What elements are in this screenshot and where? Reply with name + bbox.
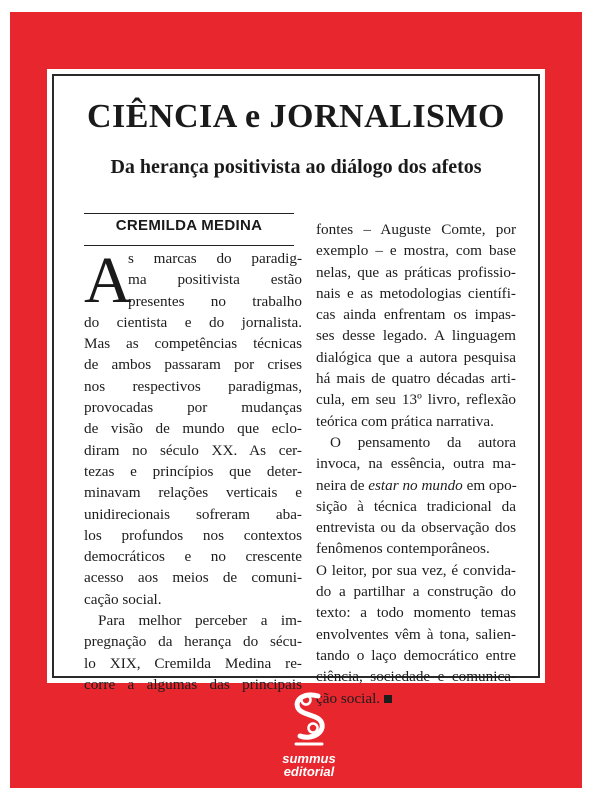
text-line: pregnação da herança do sécu-: [84, 633, 302, 651]
end-square-icon: [384, 695, 392, 703]
text-line: diram no século XX. As cer-: [84, 441, 302, 459]
left-column: [84, 244, 302, 695]
text-line: corre a algumas das principais: [84, 675, 302, 693]
text-line: acesso aos meios de comuni-: [84, 569, 302, 587]
logo-line-1: summus: [282, 751, 336, 766]
text-line: dialógica que a autora pesquisa: [316, 348, 516, 366]
text-line: s marcas do paradig-: [128, 250, 302, 267]
text-line: do cientista e do jornalista.: [84, 313, 302, 331]
text-line: invoca, na essência, outra ma-: [316, 455, 516, 473]
text-line: de ambos passaram por crises: [84, 356, 302, 374]
text-panel: [52, 74, 540, 707]
text-line: minavam relações verticais e: [84, 484, 302, 502]
text-line: lo XIX, Cremilda Medina re-: [84, 654, 302, 672]
text-line: los profundos nos contextos: [84, 526, 302, 544]
text-line: [316, 475, 516, 496]
logo-line-2: editorial: [283, 764, 335, 779]
text-line: nais e as metodologias científi-: [316, 284, 516, 302]
text-line: democráticos e no crescente: [84, 548, 302, 566]
text-line: nos respectivos paradigmas,: [84, 377, 302, 395]
text-fragment: neira de: [316, 476, 369, 494]
text-line: teórica com prática narrativa.: [316, 412, 494, 430]
author-name: CREMILDA MEDINA: [115, 217, 263, 234]
drop-cap: A: [84, 244, 132, 317]
book-cover: [10, 12, 582, 788]
text-fragment: em opo-: [462, 476, 517, 494]
book-title: CIÊNCIA e JORNALISMO: [86, 98, 506, 135]
text-line: nelas, que as práticas profissio-: [316, 263, 516, 281]
right-column: [316, 219, 516, 709]
publisher-logo: [266, 690, 352, 780]
italic-phrase: estar no mundo: [368, 476, 463, 494]
text-line: Para melhor perceber a im-: [98, 612, 302, 630]
text-line: exemplo – e mostra, com base: [316, 242, 516, 260]
text-line: presentes no trabalho: [128, 292, 302, 310]
author-rule-top: [84, 213, 294, 214]
text-line: tezas e princípios que deter-: [84, 462, 302, 480]
text-line: tando o laço democrático entre: [316, 646, 516, 664]
text-line: do a partilhar a construção do: [316, 583, 516, 601]
text-line: há mais de quatro décadas arti-: [316, 370, 516, 388]
text-line: ses desse legado. A linguagem: [316, 327, 516, 345]
text-line: entrevista ou da observação dos: [316, 519, 516, 537]
text-line: O leitor, por sua vez, é convida-: [316, 561, 516, 579]
text-line: fontes – Auguste Comte, por: [316, 221, 516, 238]
text-line: fenômenos contemporâneos.: [316, 540, 490, 558]
text-line: cas ainda enfrentam os impas-: [316, 306, 516, 324]
text-line: sição à técnica tradicional da: [316, 497, 516, 515]
text-line: Mas as competências técnicas: [84, 335, 302, 353]
text-line: unidirecionais sofreram aba-: [84, 505, 302, 523]
text-line: cula, em seu 13º livro, reflexão: [316, 391, 516, 409]
text-line: O pensamento da autora: [330, 433, 516, 451]
text-line: provocadas por mudanças: [84, 399, 302, 417]
summus-s-icon: [266, 690, 352, 752]
text-line: envolventes vêm à tona, salien-: [316, 625, 516, 643]
book-subtitle: Da herança positivista ao diálogo dos afetos: [110, 156, 482, 178]
text-line: texto: a todo momento temas: [316, 604, 516, 622]
text-line: ciência, sociedade e comunica-: [316, 668, 516, 686]
text-line: ma positivista estão: [128, 271, 302, 289]
text-line: de visão de mundo que eclo-: [84, 420, 302, 438]
text-line: cação social.: [84, 590, 162, 608]
text-fragment: ção social.: [316, 689, 381, 707]
